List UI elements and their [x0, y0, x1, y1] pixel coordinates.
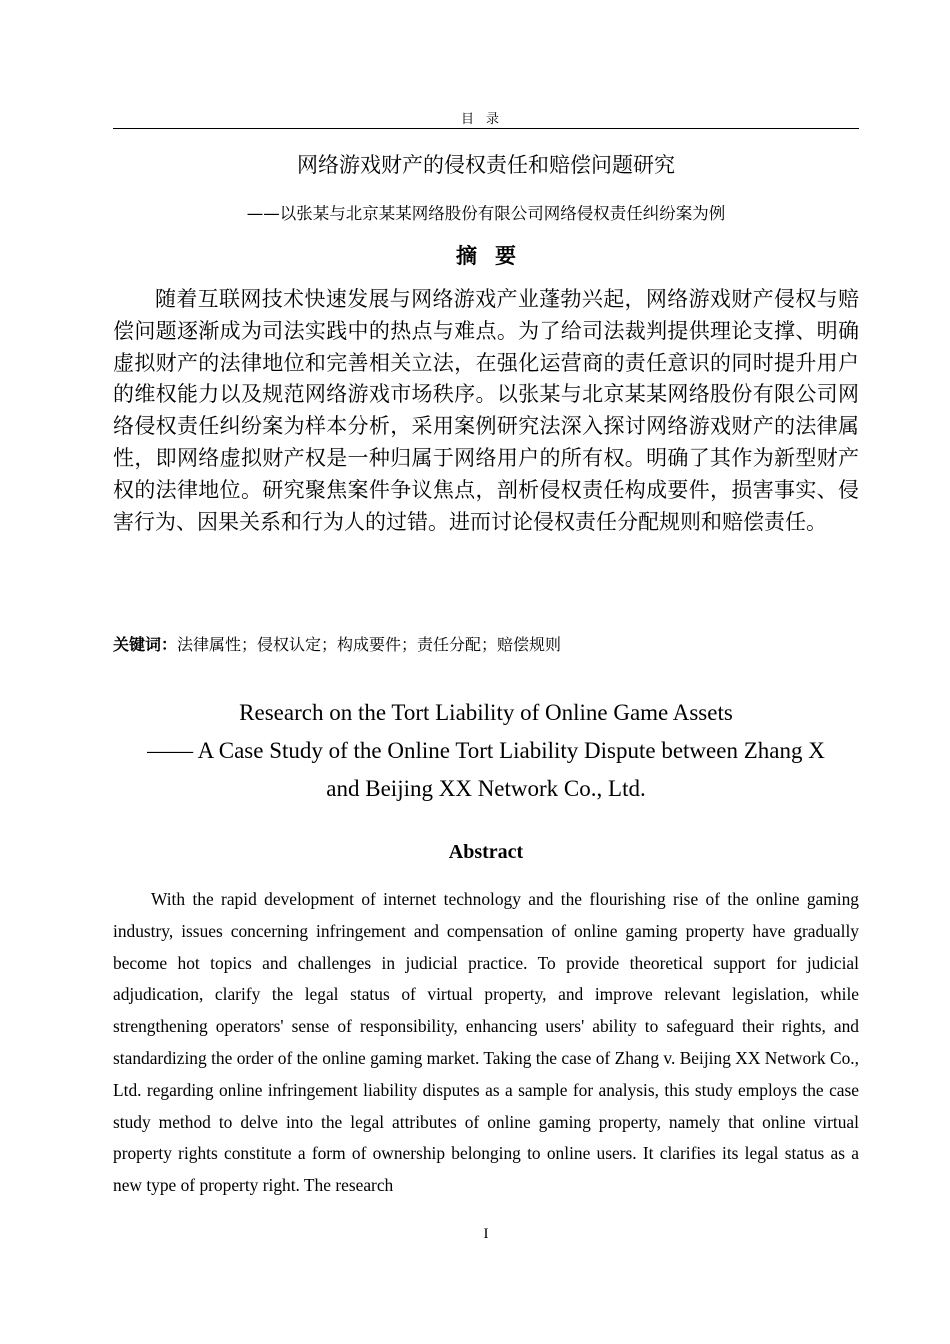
english-abstract-body: With the rapid development of internet technology and the flourishing rise of the online gaming industry, issues concerning infringement and compensation of online gaming property have gradually become hot topics and challenges in judicial practice. To provide theoretical support for judicial adjudication, clarify the legal status of virtual property, and improve relevant legislation, while strengthening operators' sense of responsibility, enhancing users' ability to safeguard their rights, and standardizing the order of the online gaming market. Taking the case of Zhang v. Beijing XX Network Co., Ltd. regarding online infringement liability disputes as a sample for analysis, this study employs the case study method to delve into the legal attributes of online gaming property, namely that online virtual property rights constitute a form of ownership belonging to online users. It clarifies its legal status as a new type of property right. The research: [113, 889, 859, 1196]
english-abstract-heading: Abstract: [448, 841, 524, 863]
running-header: 目录: [460, 112, 511, 127]
chinese-abstract-heading: 摘要: [456, 244, 534, 268]
english-subtitle-line: —— A Case Study of the Online Tort Liability Dispute between Zhang X: [147, 738, 825, 763]
chinese-abstract-body: 随着互联网技术快速发展与网络游戏产业蓬勃兴起，网络游戏财产侵权与赔偿问题逐渐成为司法实践中的热点与难点。为了给司法裁判提供理论支撑、明确虚拟财产的法律地位和完善相关立法，在强化运营商的责任意识的同时提升用户的维权能力以及规范网络游戏市场秩序。以张某与北京某某网络股份有限公司网络侵权责任纠纷案为样本分析，采用案例研究法深入探讨网络游戏财产的法律属性，即网络虚拟财产权是一种归属于网络用户的所有权。明确了其作为新型财产权的法律地位。研究聚焦案件争议焦点，剖析侵权责任构成要件，损害事实、侵害行为、因果关系和行为人的过错。进而讨论侵权责任分配规则和赔偿责任。: [113, 287, 859, 534]
keywords-label: 关键词：: [113, 635, 178, 654]
chinese-title: 网络游戏财产的侵权责任和赔偿问题研究: [297, 153, 675, 177]
keywords-text: 法律属性；侵权认定；构成要件；责任分配；赔偿规则: [177, 635, 562, 654]
keywords: [113, 632, 859, 655]
english-subtitle-line: and Beijing XX Network Co., Ltd.: [326, 776, 646, 801]
page-number: I: [483, 1226, 489, 1242]
english-title: [113, 694, 859, 808]
english-title-line: Research on the Tort Liability of Online Game Assets: [239, 700, 733, 725]
chinese-subtitle: ——以张某与北京某某网络股份有限公司网络侵权责任纠纷案为例: [246, 204, 726, 223]
header-rule: [113, 128, 859, 129]
